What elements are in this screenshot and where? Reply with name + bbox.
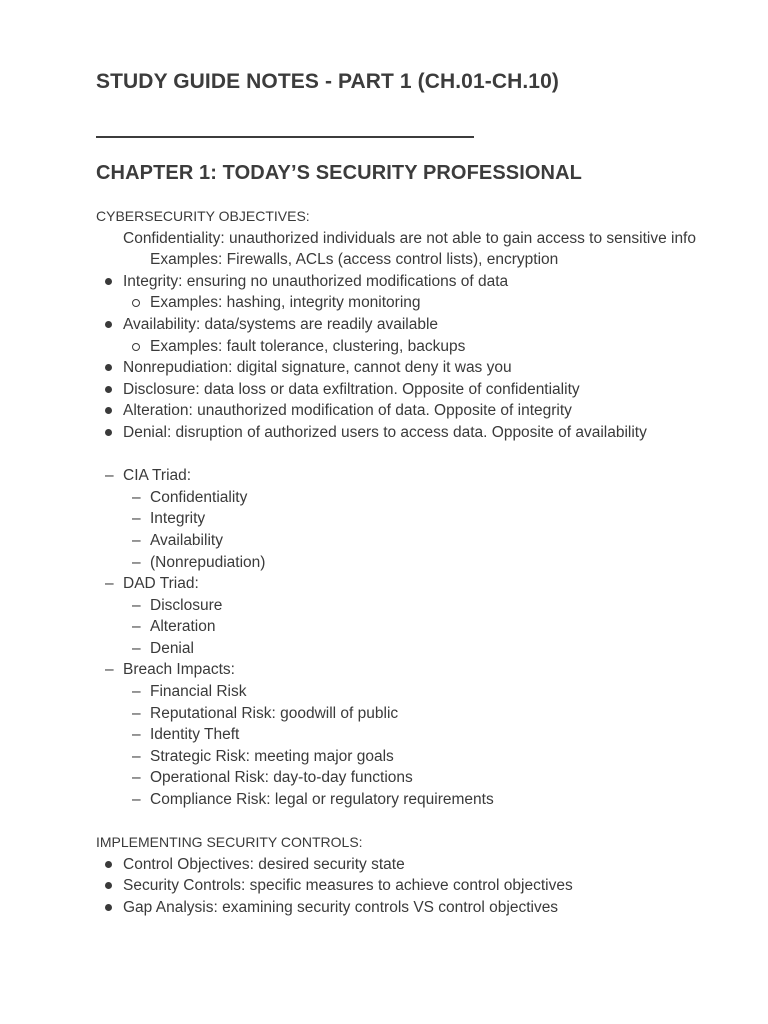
bullet-disc-icon (105, 882, 112, 889)
bullet-disc-icon (105, 364, 112, 371)
dash-bullet-icon: – (132, 553, 141, 571)
list-item: – (Nonrepudiation) (96, 552, 696, 574)
list-item: – Operational Risk: day-to-day functions (96, 767, 696, 789)
list-item-cia-triad: – CIA Triad: (96, 465, 696, 487)
list-item: – Financial Risk (96, 681, 696, 703)
list-item: – Integrity (96, 508, 696, 530)
list-item: Denial: disruption of authorized users to access data. Opposite of availability (96, 422, 696, 444)
dash-bullet-icon: – (132, 639, 141, 657)
dash-bullet-icon: – (132, 704, 141, 722)
triads-list (96, 465, 696, 811)
list-item-dad-triad: – DAD Triad: (96, 573, 696, 595)
list-item: – Availability (96, 530, 696, 552)
bullet-disc-icon (105, 429, 112, 436)
dash-bullet-icon: – (105, 467, 114, 485)
dash-bullet-icon: – (132, 618, 141, 636)
dash-bullet-icon: – (132, 747, 141, 765)
list-item: – Compliance Risk: legal or regulatory requirements (96, 789, 696, 811)
list-item: – Identity Theft (96, 724, 696, 746)
bullet-disc-icon (105, 861, 112, 868)
dash-bullet-icon: – (132, 726, 141, 744)
dash-bullet-icon: – (132, 531, 141, 549)
list-item: – Denial (96, 638, 696, 660)
list-item: – Alteration (96, 616, 696, 638)
dash-bullet-icon: – (132, 683, 141, 701)
dash-bullet-icon: – (105, 575, 114, 593)
list-item: Disclosure: data loss or data exfiltration. Opposite of confidentiality (96, 379, 696, 401)
dash-bullet-icon: – (132, 510, 141, 528)
section-heading-security-controls: IMPLEMENTING SECURITY CONTROLS: (96, 834, 363, 851)
list-item: – Confidentiality (96, 487, 696, 509)
list-item: Nonrepudiation: digital signature, cannot deny it was you (96, 357, 696, 379)
list-item: – Reputational Risk: goodwill of public (96, 703, 696, 725)
list-item-breach-impacts: – Breach Impacts: (96, 659, 696, 681)
bullet-disc-icon (105, 321, 112, 328)
dash-bullet-icon: – (132, 791, 141, 809)
list-item: Alteration: unauthorized modification of data. Opposite of integrity (96, 400, 696, 422)
bullet-disc-icon (105, 407, 112, 414)
chapter-title: CHAPTER 1: TODAY’S SECURITY PROFESSIONAL (96, 162, 582, 184)
cyber-objectives-list (96, 228, 696, 444)
section-heading-cyber-objectives: CYBERSECURITY OBJECTIVES: (96, 208, 310, 224)
list-item: Examples: Firewalls, ACLs (access control lists), encryption (150, 251, 559, 269)
security-controls-list (96, 854, 696, 919)
bullet-disc-icon (105, 278, 112, 285)
dash-bullet-icon: – (132, 488, 141, 506)
bullet-circle-icon (132, 343, 140, 351)
bullet-disc-icon (105, 386, 112, 393)
list-item: – Disclosure (96, 595, 696, 617)
list-item: Integrity: ensuring no unauthorized modifications of data (96, 271, 696, 293)
list-item: Control Objectives: desired security state (96, 854, 696, 876)
list-item: Examples: fault tolerance, clustering, backups (96, 336, 696, 358)
page-title: STUDY GUIDE NOTES - PART 1 (CH.01-CH.10) (96, 70, 559, 93)
list-item: Availability: data/systems are readily available (96, 314, 696, 336)
document-body (96, 206, 696, 919)
dash-bullet-icon: – (132, 596, 141, 614)
dash-bullet-icon: – (105, 661, 114, 679)
list-item: Examples: hashing, integrity monitoring (96, 292, 696, 314)
list-item: Security Controls: specific measures to achieve control objectives (96, 875, 696, 897)
dash-bullet-icon: – (132, 769, 141, 787)
bullet-circle-icon (132, 299, 140, 307)
list-item: Confidentiality: unauthorized individuals are not able to gain access to sensitive info (123, 229, 696, 247)
horizontal-rule (96, 136, 474, 138)
list-item: – Strategic Risk: meeting major goals (96, 746, 696, 768)
list-item: Gap Analysis: examining security controls VS control objectives (96, 897, 696, 919)
bullet-disc-icon (105, 904, 112, 911)
